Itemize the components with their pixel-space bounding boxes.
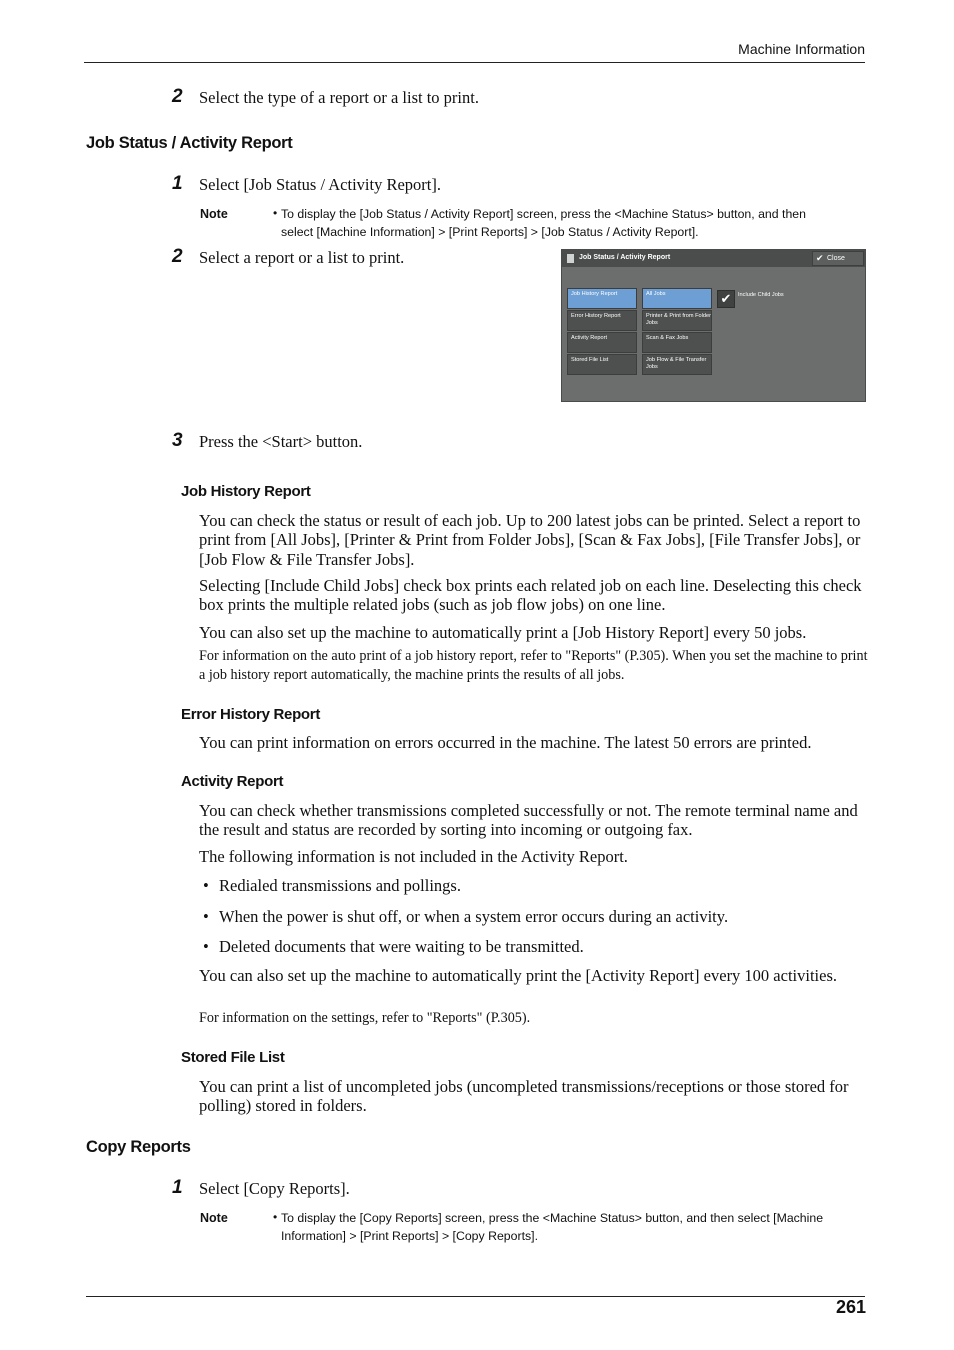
job-history-report-button[interactable]: Job History Report	[567, 288, 637, 309]
activity-report-button[interactable]: Activity Report	[567, 332, 637, 353]
step-number: 3	[172, 430, 183, 451]
printer-print-from-folder-jobs-button[interactable]: Printer & Print from Folder Jobs	[642, 310, 712, 331]
step-text: Select [Copy Reports].	[199, 1179, 350, 1198]
note-line: To display the [Copy Reports] screen, press the <Machine Status> button, and then select [Machine	[281, 1211, 824, 1225]
step-number: 2	[172, 246, 183, 267]
header-rule	[84, 62, 865, 63]
list-item: • Redialed transmissions and pollings.	[203, 876, 461, 895]
paragraph: Selecting [Include Child Jobs] check box prints each related job on each line. Deselecting this check box prints the multiple related jobs (such as job flow jobs) on one line.	[199, 576, 862, 615]
job-flow-file-transfer-jobs-button[interactable]: Job Flow & File Transfer Jobs	[642, 354, 712, 375]
screen-title: Job Status / Activity Report	[579, 254, 671, 261]
step-text: Press the <Start> button.	[199, 432, 363, 451]
step-text: Select [Job Status / Activity Report].	[199, 175, 441, 194]
check-icon: ✔	[816, 253, 824, 263]
section-title-job-status: Job Status / Activity Report	[86, 134, 293, 152]
subsection-title: Stored File List	[181, 1049, 285, 1066]
document-icon	[567, 254, 574, 263]
list-item: • Deleted documents that were waiting to be transmitted.	[203, 937, 584, 956]
step-number: 1	[172, 173, 183, 194]
reference-note: For information on the auto print of a job history report, refer to "Reports" (P.305). When you set the machine to print a job history report automatically, the machine prints the results of all jobs.	[199, 648, 868, 683]
step-number: 2	[172, 86, 183, 107]
note-line: select [Machine Information] > [Print Reports] > [Job Status / Activity Report].	[281, 225, 699, 239]
close-label: Close	[827, 255, 845, 262]
paragraph: You can print a list of uncompleted jobs (uncompleted transmissions/receptions or those stored for polling) stored in folders.	[199, 1077, 849, 1116]
note-label: Note	[200, 207, 228, 221]
include-child-jobs-checkbox[interactable]: ✔	[717, 290, 735, 308]
paragraph: You can also set up the machine to automatically print a [Job History Report] every 50 jobs.	[199, 623, 807, 642]
subsection-title: Job History Report	[181, 483, 311, 500]
paragraph: You can check the status or result of each job. Up to 200 latest jobs can be printed. Select a report to print from [All Jobs], [Printer & Print from Folder Jobs], [Scan & Fax Jobs], [File Transfer Jobs], or [Job Flow & File Transfer Jobs].	[199, 511, 861, 569]
paragraph: The following information is not included in the Activity Report.	[199, 847, 628, 866]
section-title-copy-reports: Copy Reports	[86, 1138, 191, 1156]
running-header: Machine Information	[738, 41, 865, 57]
screen-title-bar	[562, 250, 865, 267]
step-number: 1	[172, 1177, 183, 1198]
page-number: 261	[835, 1297, 866, 1317]
close-button[interactable]	[812, 251, 864, 266]
subsection-title: Error History Report	[181, 706, 321, 723]
step-text: Select the type of a report or a list to print.	[199, 88, 479, 107]
note-line: Information] > [Print Reports] > [Copy Reports].	[281, 1229, 538, 1243]
footer-rule	[86, 1296, 865, 1297]
note-bullet: •	[273, 1210, 278, 1224]
paragraph: You can print information on errors occurred in the machine. The latest 50 errors are printed.	[199, 733, 812, 752]
reference-note: For information on the settings, refer to "Reports" (P.305).	[199, 1010, 531, 1026]
paragraph: You can check whether transmissions completed successfully or not. The remote terminal name and the result and status are recorded by sorting into incoming or outgoing fax.	[199, 801, 858, 840]
paragraph: You can also set up the machine to automatically print the [Activity Report] every 100 activities.	[199, 966, 837, 985]
note-bullet: •	[273, 206, 278, 220]
list-item: • When the power is shut off, or when a system error occurs during an activity.	[203, 907, 729, 926]
subsection-title: Activity Report	[181, 773, 284, 790]
step-text: Select a report or a list to print.	[199, 248, 405, 267]
stored-file-list-button[interactable]: Stored File List	[567, 354, 637, 375]
scan-fax-jobs-button[interactable]: Scan & Fax Jobs	[642, 332, 712, 353]
include-child-jobs-label: Include Child Jobs	[738, 292, 784, 298]
all-jobs-button[interactable]: All Jobs	[642, 288, 712, 309]
job-status-screen	[561, 249, 866, 402]
note-line: To display the [Job Status / Activity Report] screen, press the <Machine Status> button, and then	[281, 207, 806, 221]
note-label: Note	[200, 1211, 228, 1225]
error-history-report-button[interactable]: Error History Report	[567, 310, 637, 331]
